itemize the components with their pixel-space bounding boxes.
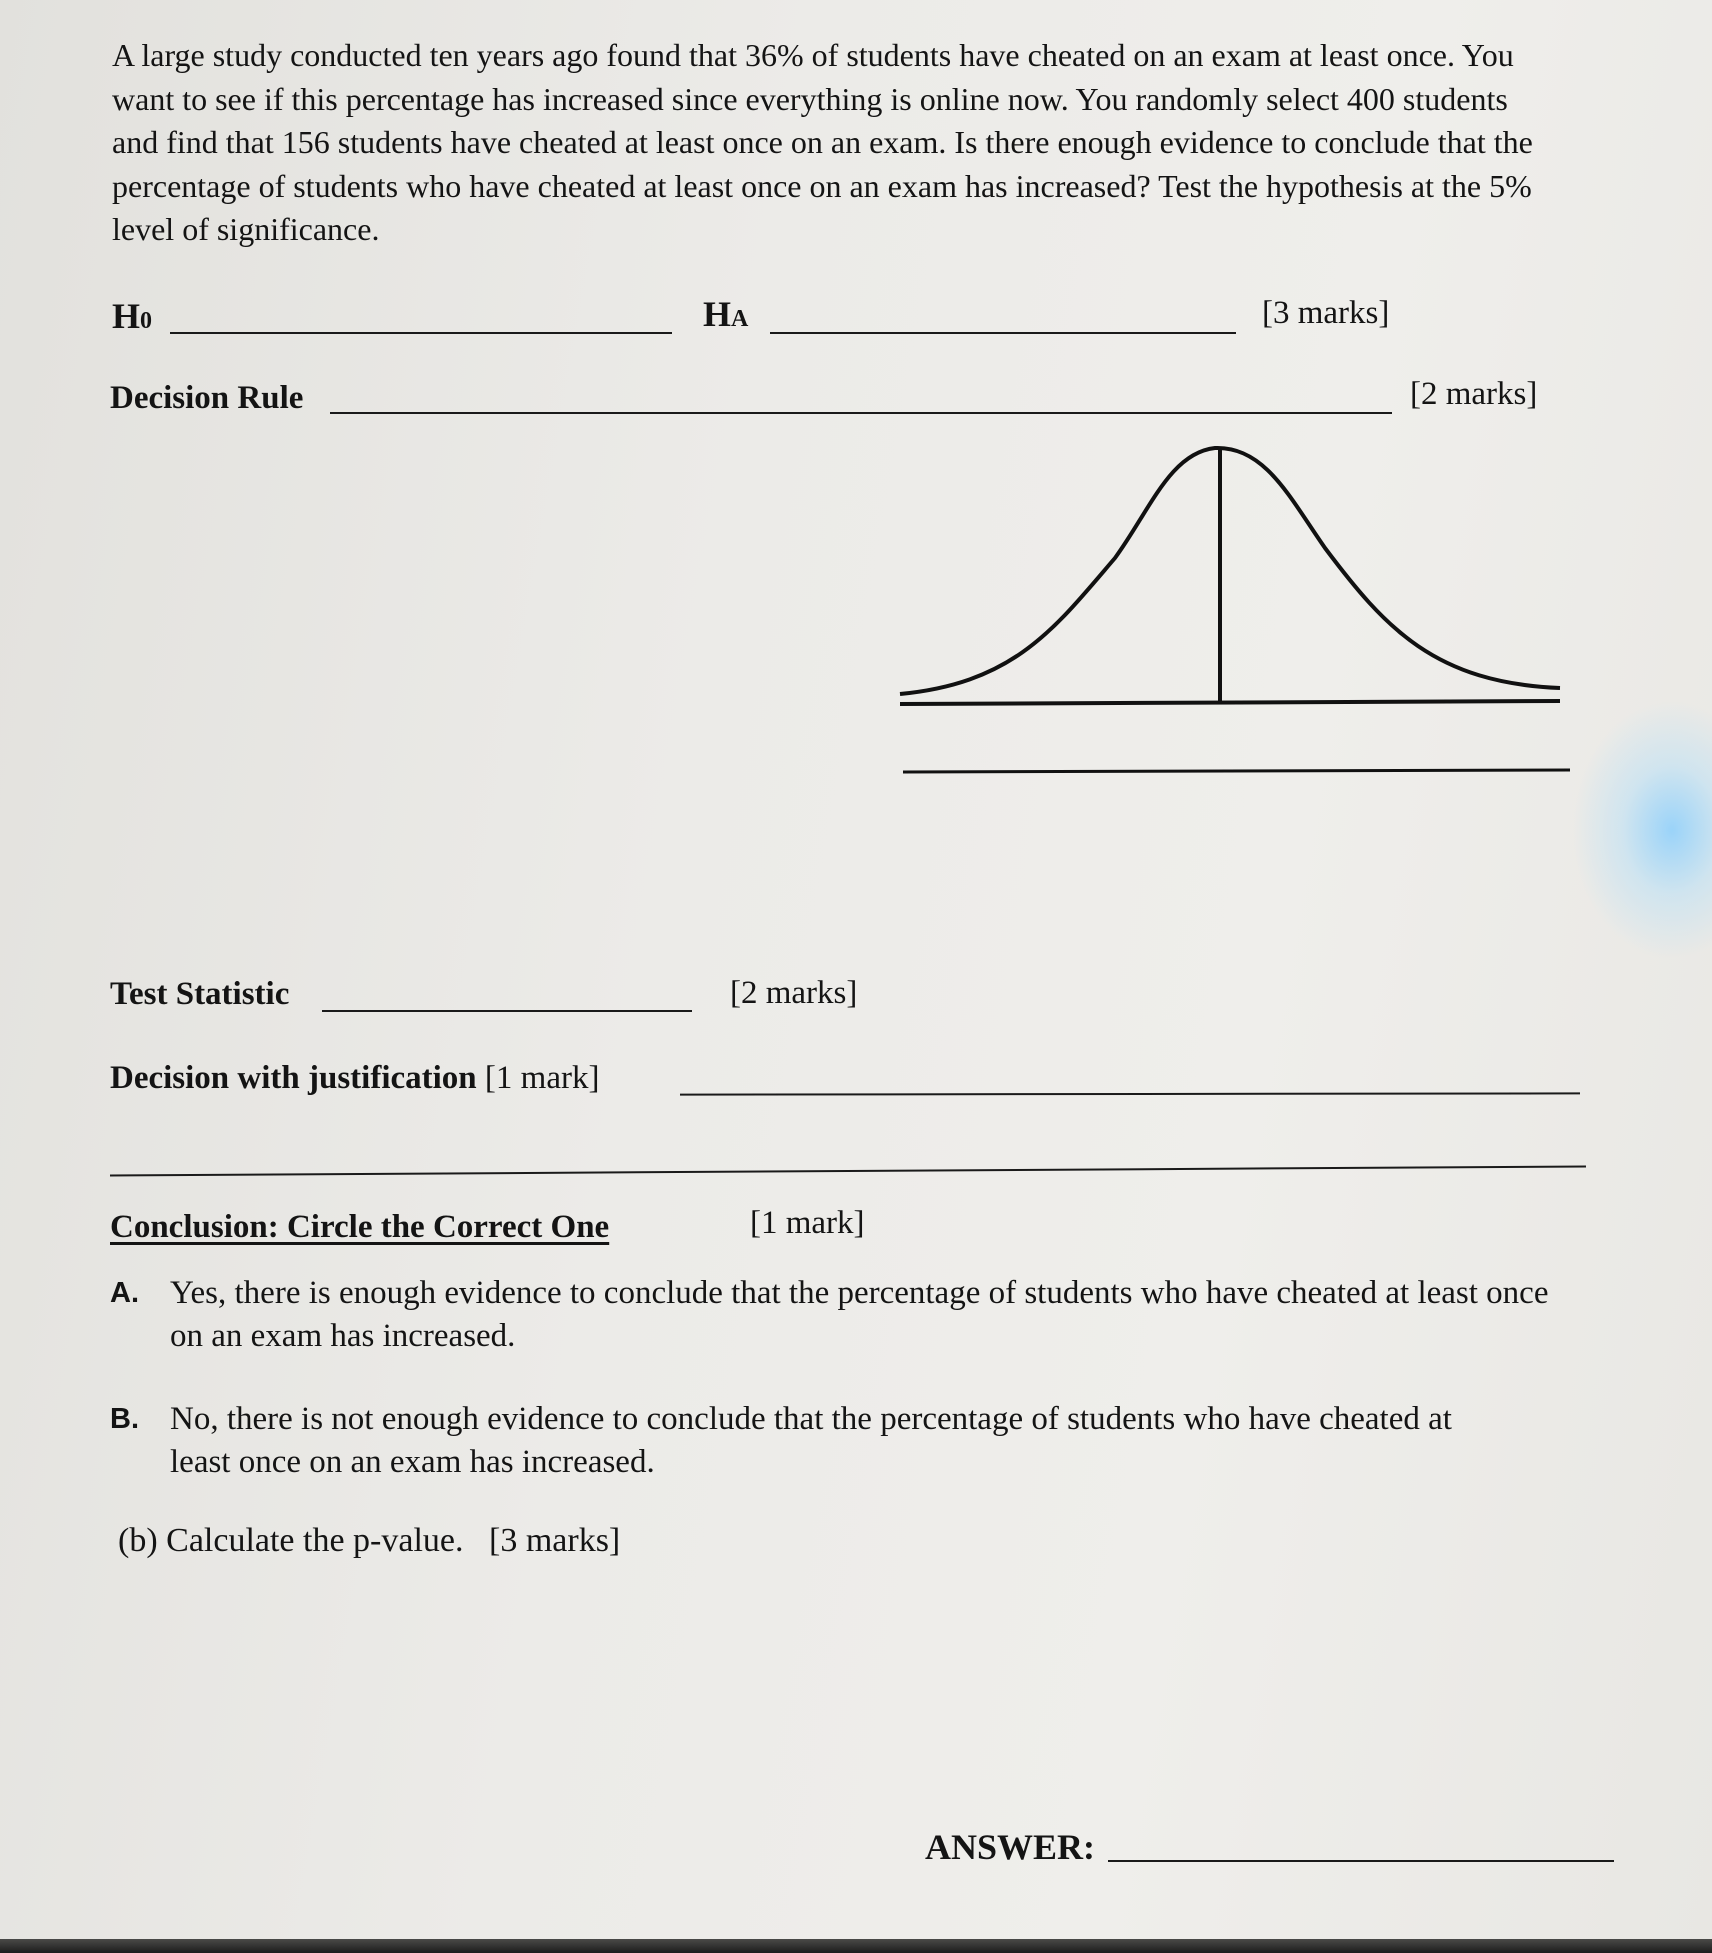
test-statistic-answer-line[interactable]	[322, 1010, 692, 1012]
screen-bottom-edge	[0, 1939, 1712, 1953]
ha-label: HA	[703, 294, 749, 334]
hypotheses-marks: [3 marks]	[1262, 295, 1390, 331]
part-b-question: (b) Calculate the p-value. [3 marks]	[118, 1522, 621, 1559]
part-b-marks: [3 marks]	[489, 1522, 621, 1559]
bell-curve	[900, 448, 1560, 694]
conclusion-heading: Conclusion: Circle the Correct One	[110, 1209, 610, 1245]
normal-curve-diagram	[895, 438, 1575, 778]
answer-line[interactable]	[1108, 1860, 1614, 1862]
decision-rule-label: Decision Rule	[110, 380, 304, 416]
option-a-letter: A.	[110, 1277, 139, 1309]
option-b-letter: B.	[110, 1403, 139, 1435]
option-a-text: Yes, there is enough evidence to conclude that the percentage of students who have cheated at least once on an exam has increased.	[170, 1275, 1549, 1354]
conclusion-marks: [1 mark]	[750, 1205, 865, 1241]
decision-label: Decision with justification [1 mark]	[110, 1060, 600, 1096]
curve-axis-answer-line	[903, 770, 1570, 772]
test-statistic-marks: [2 marks]	[730, 975, 858, 1011]
option-b-text: No, there is not enough evidence to conclude that the percentage of students who have cheated at least once on an exam has increased.	[170, 1401, 1452, 1480]
decision-rule-answer-line[interactable]	[330, 412, 1392, 414]
answer-label: ANSWER:	[925, 1827, 1096, 1867]
conclusion-option-b[interactable]	[110, 1398, 1550, 1484]
curve-baseline	[900, 701, 1560, 704]
question-intro: A large study conducted ten years ago found that 36% of students have cheated on an exam at least once. You want to see if this percentage has increased since everything is online now. You randomly select 400 students and find that 156 students have cheated at least once on an exam. Is there enough evidence to conclude that the percentage of students who have cheated at least once on an exam has increased? Test the hypothesis at the 5% level of significance.	[112, 37, 1533, 247]
decision-rule-marks: [2 marks]	[1410, 376, 1538, 412]
decision-marks: [1 mark]	[484, 1060, 600, 1096]
h0-answer-line[interactable]	[170, 332, 672, 334]
h0-label: H0	[112, 296, 153, 336]
test-statistic-label: Test Statistic	[110, 976, 290, 1012]
conclusion-option-a[interactable]	[110, 1272, 1570, 1358]
ha-answer-line[interactable]	[770, 332, 1236, 334]
